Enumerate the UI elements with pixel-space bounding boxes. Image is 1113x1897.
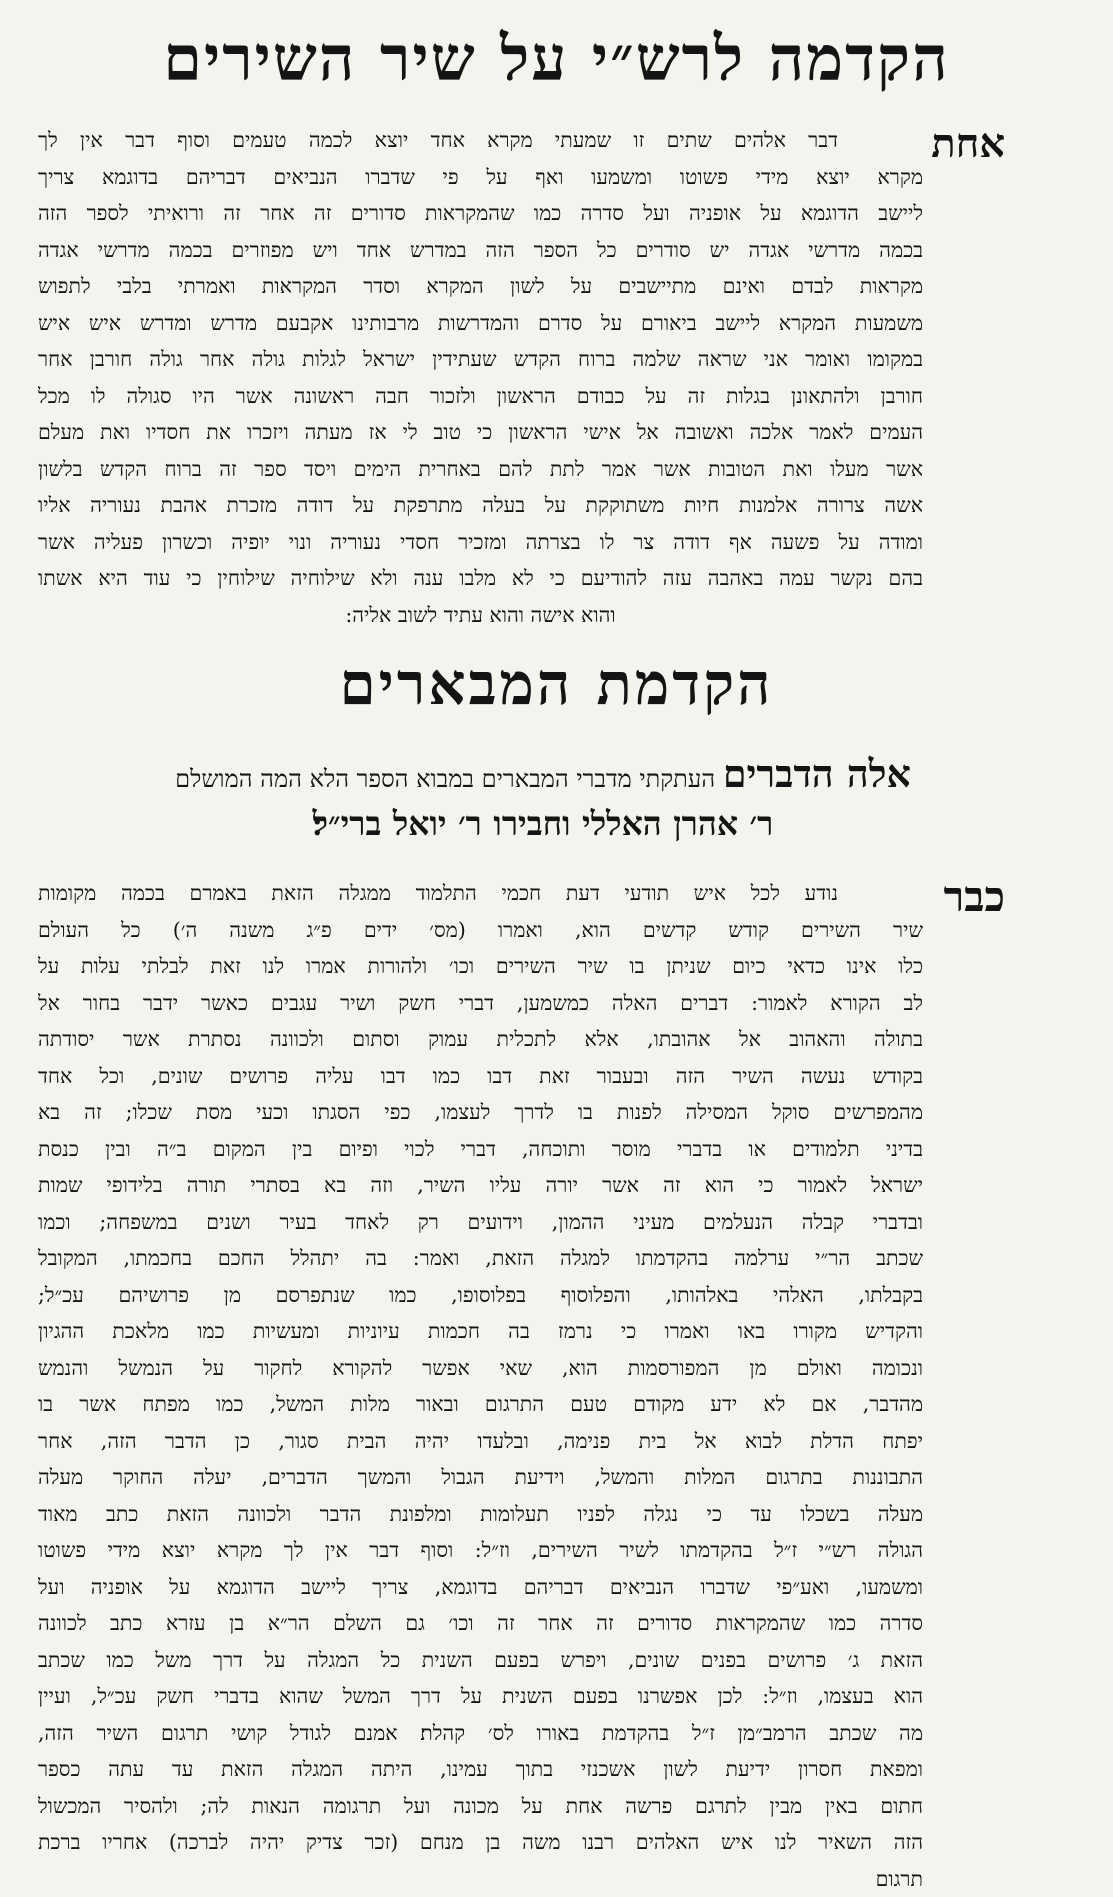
text-line: ומפאת חסרון ידיעת לשון אשכנזי בתוך עמינו, היתה המגלה הזאת עד עתה כספר bbox=[38, 1751, 923, 1788]
text-line: ומודה על פשעה אף דודה צר לו בצרתה ומזכיר חסדי נעוריה ונוי יופיה וכשרון פעליה אשר bbox=[38, 524, 923, 561]
text-line: שכתב הר״י ערלמה בהקדמתו למגלה הזאת, ואמר: בה יתהלל החכם בחכמתו, המקובל bbox=[38, 1240, 923, 1277]
text-line: מקראות לבדם ואינם מתיישבים על לשון המקרא וסדר המקראות ואמרתי בלבי לתפוש bbox=[38, 268, 923, 305]
text-line: אשה צרורה אלמנות חיות משתוקקת על בעלה מתרפקת על דודה מזכרת אהבת נעוריה אליו bbox=[38, 487, 923, 524]
text-line: ליישב הדוגמא על אופניה ועל סדרה כמו שהמקראות סדורים זה אחר זה ורואיתי לספר הזה bbox=[38, 195, 923, 232]
text-line: בכמה מדרשי אגדה יש סודרים כל הספר הזה במדרש אחד ויש מפוזרים בכמה מדרשי אגדה bbox=[38, 232, 923, 269]
rashi-intro-title: הקדמה לרש״י על שיר השירים bbox=[0, 22, 1113, 96]
text-line: מהדבר, אם לא ידע מקודם טעם התרגום ובאור מלות המשל, כמו מפתח אשר בו bbox=[38, 1386, 923, 1423]
text-line: מקרא יוצא מידי פשוטו ומשמעו ואף על פי שדברו הנביאים דבריהם בדוגמא צריך bbox=[38, 159, 923, 196]
text-line: אשר מעלו ואת הטובות אשר אמר לתת להם באחרית הימים ויסד ספר זה ברוח הקדש בלשון bbox=[38, 451, 923, 488]
text-line: בקודש נעשה השיר הזה ובעבור זאת דבו כמו דבו עליה פרושים שונים, וכל אחד bbox=[38, 1058, 923, 1095]
text-line: ונכומה ואולם מן המפורסמות הוא, שאי אפשר להקורא לחקור על הנמשל והנמש bbox=[38, 1350, 923, 1387]
text-line: ישראל לאמור כי הוא זה אשר יורה עליו השיר, וזה בא בסתרי תורה בלידופי שמות bbox=[38, 1167, 923, 1204]
text-line: משמעות המקרא ליישב ביאורם על סדרם והמדרשות מרבותינו אקבעם מדרש ומדרש איש איש bbox=[38, 305, 923, 342]
text-line: נודע לכל איש תודעי דעת חכמי התלמוד ממגלה הזאת באמרם בכמה מקומות bbox=[38, 875, 838, 912]
commentators-paragraph bbox=[38, 875, 923, 1897]
text-line: מהמפרשים סוקל המסילה לפנות בו לדרך לעצמו, כפי הסגתו וכעי מסת שכלו; זה בא bbox=[38, 1094, 923, 1131]
commentators-intro-heading bbox=[38, 752, 1048, 847]
rashi-intro-paragraph bbox=[38, 122, 923, 633]
text-line: והקדיש מקורו באו ואמרו כי נרמז בה חכמות עיוניות ומעשיות כמו מלאכת ההגיון bbox=[38, 1313, 923, 1350]
text-line: שיר השירים קודש קדשים הוא, ואמרו (מס׳ ידים פ״ג משנה ה׳) כל העולם bbox=[38, 912, 923, 949]
intro-author-names: ר׳ אהרן האללי וחבירו ר׳ יואל ברי״ל׃ bbox=[38, 801, 1048, 847]
text-line: סדרה כמו שהמקראות סדורים זה אחר זה וכו׳ גם השלם הר״א בן עזרא כתב לכוונה bbox=[38, 1605, 923, 1642]
text-line: הגולה רש״י ז״ל בהקדמתו לשיר השירים, וז״ל: וסוף דבר אין לך מקרא יוצא מידי פשוטו bbox=[38, 1532, 923, 1569]
text-line: תרגום bbox=[38, 1861, 923, 1897]
text-line: כלו אינו כדאי כיום שניתן בו שיר השירים וכו׳ ולהורות אמרו לנו זאת לבלתי עלות על bbox=[38, 948, 923, 985]
text-line: לב הקורא לאמור: דברים האלה כמשמען, דברי חשק ושיר עגבים כאשר ידבר בחור אל bbox=[38, 985, 923, 1022]
intro-sentence bbox=[38, 752, 1048, 801]
text-line: הוא בעצמו, וז״ל: לכן אפשרנו בפעם השנית על דרך המשל שהוא בדברי חשק עכ״ל, ועיין bbox=[38, 1678, 923, 1715]
text-line: מעלה בשכלו עד כי נגלה לפניו תעלומות ומלפונת הדבר ולכוונה הזאת כתב מאוד bbox=[38, 1496, 923, 1533]
intro-lead-words: אלה הדברים bbox=[723, 751, 911, 796]
text-line: בתולה והאהוב אל אהובתו, אלא לתכלית עמוק וסתום ולכוונה נסתרת אשר יסודתה bbox=[38, 1021, 923, 1058]
text-line: הזאת ג׳ פרושים בפנים שונים, ויפרש בפעם השנית כל המגלה על דרך משל כמו שכתב bbox=[38, 1642, 923, 1679]
text-line: התבוננות בתרגום המלות והמשל, וידיעת הגבול והמשך הדברים, יעלה החוקר מעלה bbox=[38, 1459, 923, 1496]
text-line: העמים לאמר אלכה ואשובה אל אישי הראשון כי טוב לי אז מעתה ויזכרו את חסדיו ואת מעלם bbox=[38, 414, 923, 451]
commentators-intro-title: הקדמת המבארים bbox=[0, 650, 1113, 718]
text-line: בדיני תלמודים או בדברי מוסר ותוכחה, דברי לכוי ופיום בין המקום ב״ה ובין כנסת bbox=[38, 1131, 923, 1168]
text-line: בקבלתו, האלהי באלהותו, והפלוסוף בפלוסופו, כמו שנתפרסם מן פרושיהם עכ״ל; bbox=[38, 1277, 923, 1314]
text-line: במקומו ואומר אני שראה שלמה ברוח הקדש שעתידין ישראל לגלות גולה אחר גולה חורבן אחר bbox=[38, 341, 923, 378]
rashi-intro-lead-word: אחת bbox=[931, 120, 1005, 167]
text-line: מה שכתב הרמב״מן ז״ל בהקדמת באורו לס׳ קהלת׃ אמנם לגודל קושי תרגום השיר הזה, bbox=[38, 1715, 923, 1752]
text-line: חורבן ולהתאונן בגלות זה על כבודם הראשון ולזכור חבה ראשונה אשר היו סגולה לו מכל bbox=[38, 378, 923, 415]
text-line: ובדברי קבלה הנעלמים מעיני ההמון, וידועים רק לאחד בעיר ושנים במשפחה; וכמו bbox=[38, 1204, 923, 1241]
text-line: יפתח הדלת לבוא אל בית פנימה, ובלעדו יהיה הבית סגור, כן הדבר הזה, אחר bbox=[38, 1423, 923, 1460]
intro-sentence-rest: העתקתי מדברי המבארים במבוא הספר הלא המה המושלם bbox=[175, 765, 715, 793]
text-line: דבר אלהים שתים זו שמעתי מקרא אחד יוצא לכמה טעמים וסוף דבר אין לך bbox=[38, 122, 838, 159]
text-line: חתום באין מבין לתרגם פרשה אחת על מכונה ועל תרגומה הנאות לה; ולהסיר המכשול bbox=[38, 1788, 923, 1825]
text-line: ומשמעו, ואע״פי שדברו הנביאים דבריהם בדוגמא, צריך ליישב הדוגמא על אופניה ועל bbox=[38, 1569, 923, 1606]
commentators-lead-word: כבר bbox=[944, 872, 1005, 922]
text-line: והוא אישה והוא עתיד לשוב אליה: bbox=[38, 597, 923, 634]
text-line: בהם נקשר עמה באהבה עזה להודיעם כי לא מלבו ענה ולא שילוחיה שילוחין כי עוד היא אשתו bbox=[38, 560, 923, 597]
text-line: הזה השאיר לנו איש האלהים רבנו משה בן מנחם (זכר צדיק יהיה לברכה) אחריו ברכת bbox=[38, 1824, 923, 1861]
